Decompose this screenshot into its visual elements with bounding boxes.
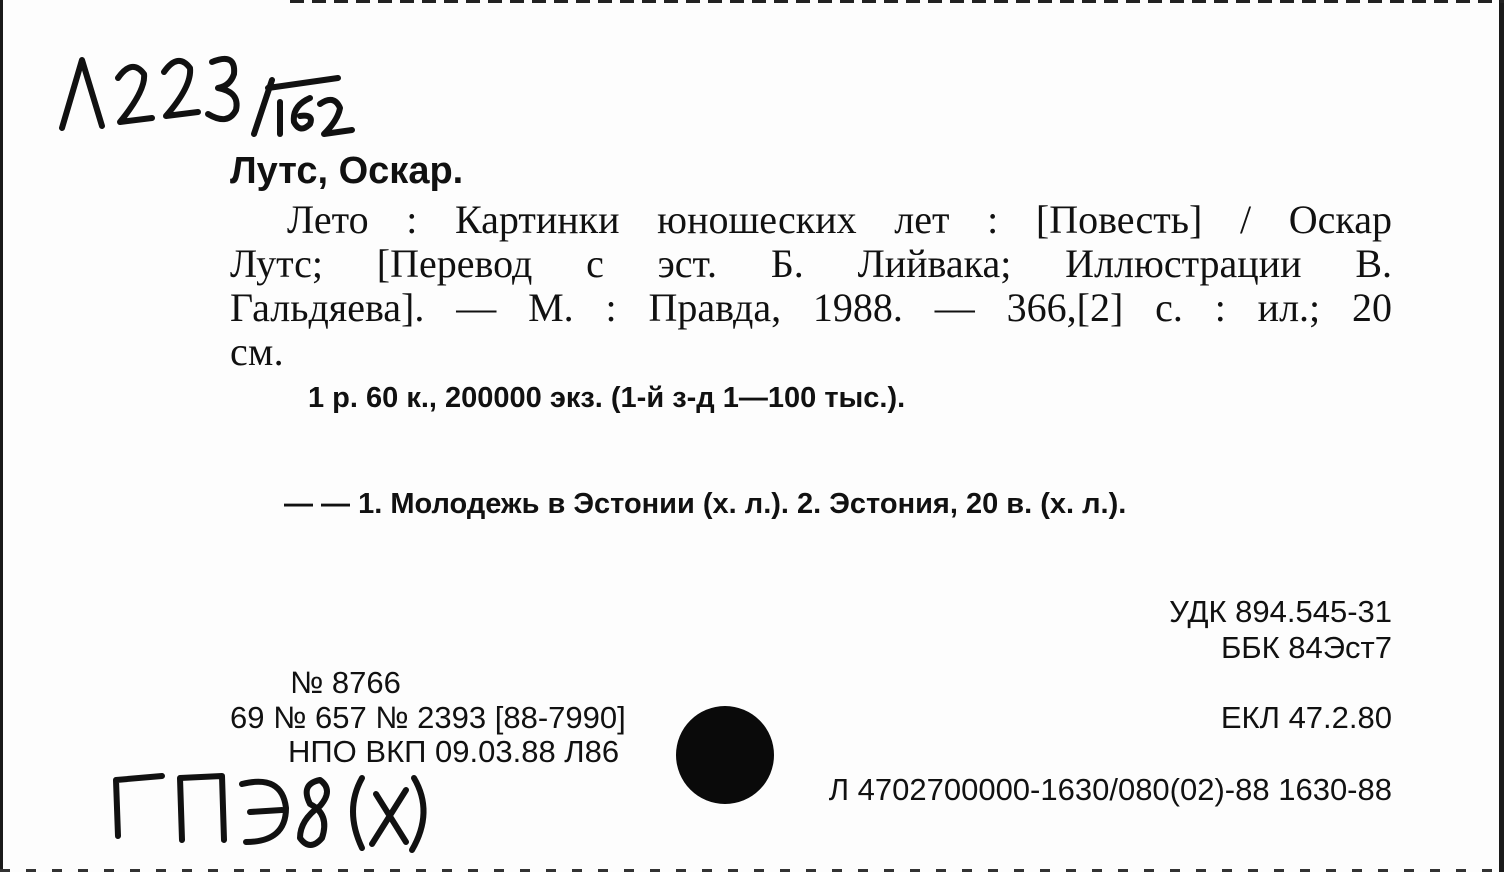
bbk-line: ББК 84Эст7 xyxy=(1220,630,1392,665)
card-border-left xyxy=(0,0,3,872)
author-heading: Лутс, Оскар. xyxy=(230,150,464,192)
number-line: № 8766 xyxy=(290,665,401,700)
description-line-4: см. xyxy=(230,329,284,374)
ekl-line: ЕКЛ 47.2.80 xyxy=(1220,700,1392,735)
handwritten-shelf-mark xyxy=(100,760,440,860)
punch-hole xyxy=(676,706,774,804)
handwritten-call-number xyxy=(40,30,360,140)
card-border-top xyxy=(290,0,1504,3)
npo-line: НПО ВКП 09.03.88 Л86 xyxy=(288,734,620,769)
subjects-line: — — 1. Молодежь в Эстонии (х. л.). 2. Эстония, 20 в. (х. л.). xyxy=(284,488,1127,520)
price-line: 1 р. 60 к., 200000 экз. (1-й з-д 1—100 тыс.). xyxy=(308,382,906,414)
udk-line: УДК 894.545-31 xyxy=(1169,594,1392,629)
description-line-2: Лутс; [Перевод с эст. Б. Лийвака; Иллюстрации В. xyxy=(230,241,1392,286)
description-line-3: Гальдяева]. — М. : Правда, 1988. — 366,[2] с. : ил.; 20 xyxy=(230,285,1392,330)
code-line: Л 4702700000-1630/080(02)-88 1630-88 xyxy=(828,772,1392,807)
description-line-1: Лето : Картинки юношеских лет : [Повесть] / Оскар xyxy=(287,197,1392,242)
card-border-right xyxy=(1499,0,1504,872)
order-line: 69 № 657 № 2393 [88-7990] xyxy=(230,700,626,735)
